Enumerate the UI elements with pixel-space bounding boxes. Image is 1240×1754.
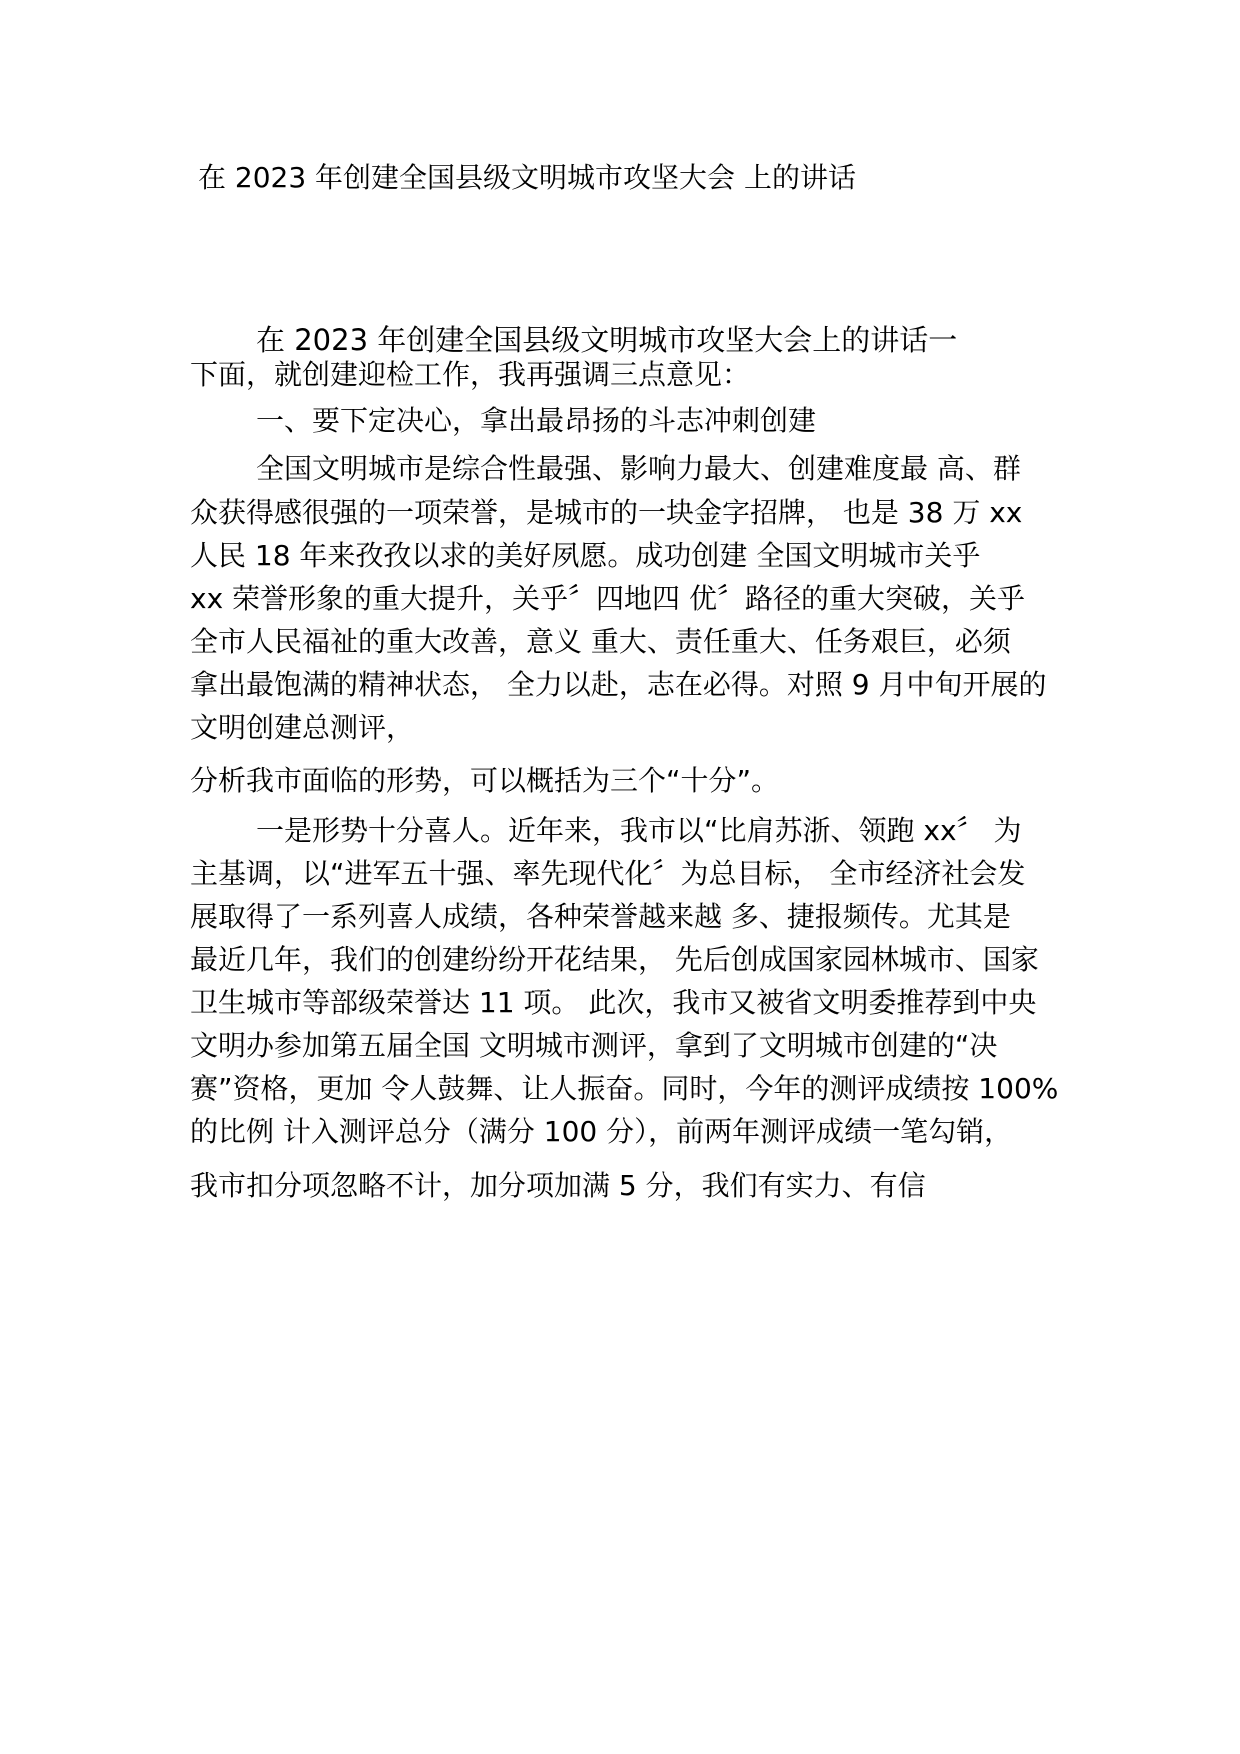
paragraph-line-1: 下面，就创建迎检工作，我再强调三点意见： (190, 358, 751, 391)
paragraph-line-11: 一是形势十分喜人。近年来，我市以“比肩苏浙、领跑 xx〞 为 (256, 814, 1022, 847)
paragraph-line-14: 最近几年，我们的创建纷纷开花结果， 先后创成国家园林城市、国家 (190, 943, 1039, 976)
section-heading-1: 一、要下定决心，拿出最昂扬的斗志冲刺创建 (256, 404, 817, 437)
paragraph-line-6: xx 荣誉形象的重大提升，关乎〞四地四 优〞路径的重大突破，关乎 (190, 582, 1025, 615)
speech-heading: 在 2023 年创建全国县级文明城市攻坚大会上的讲话一 (256, 323, 958, 357)
paragraph-line-13: 展取得了一系列喜人成绩，各种荣誉越来越 多、捷报频传。尤其是 (190, 900, 1011, 933)
paragraph-line-7: 全市人民福祉的重大改善，意义 重大、责任重大、任务艰巨，必须 (190, 625, 1011, 658)
paragraph-line-19: 我市扣分项忽略不计，加分项加满 5 分，我们有实力、有信 (190, 1169, 926, 1202)
paragraph-line-9: 文明创建总测评， (190, 711, 415, 744)
document-title: 在 2023 年创建全国县级文明城市攻坚大会 上的讲话 (198, 161, 856, 194)
paragraph-line-5: 人民 18 年来孜孜以求的美好夙愿。成功创建 全国文明城市关乎 (190, 539, 981, 572)
paragraph-line-18: 的比例 计入测评总分（满分 100 分），前两年测评成绩一笔勾销， (190, 1115, 1013, 1148)
paragraph-line-10: 分析我市面临的形势，可以概括为三个“十分”。 (190, 764, 780, 797)
paragraph-line-12: 主基调，以“进军五十强、率先现代化〞为总目标， 全市经济社会发 (190, 857, 1026, 890)
paragraph-line-16: 文明办参加第五届全国 文明城市测评，拿到了文明城市创建的“决 (190, 1029, 998, 1062)
paragraph-line-15: 卫生城市等部级荣誉达 11 项。 此次，我市又被省文明委推荐到中央 (190, 986, 1037, 1019)
paragraph-line-4: 众获得感很强的一项荣誉，是城市的一块金字招牌， 也是 38 万 xx (190, 496, 1023, 529)
paragraph-line-17: 赛”资格，更加 令人鼓舞、让人振奋。同时，今年的测评成绩按 100% (190, 1072, 1059, 1105)
paragraph-line-8: 拿出最饱满的精神状态， 全力以赴，志在必得。对照 9 月中旬开展的 (190, 668, 1047, 701)
paragraph-line-3: 全国文明城市是综合性最强、影响力最大、创建难度最 高、群 (256, 452, 1021, 485)
